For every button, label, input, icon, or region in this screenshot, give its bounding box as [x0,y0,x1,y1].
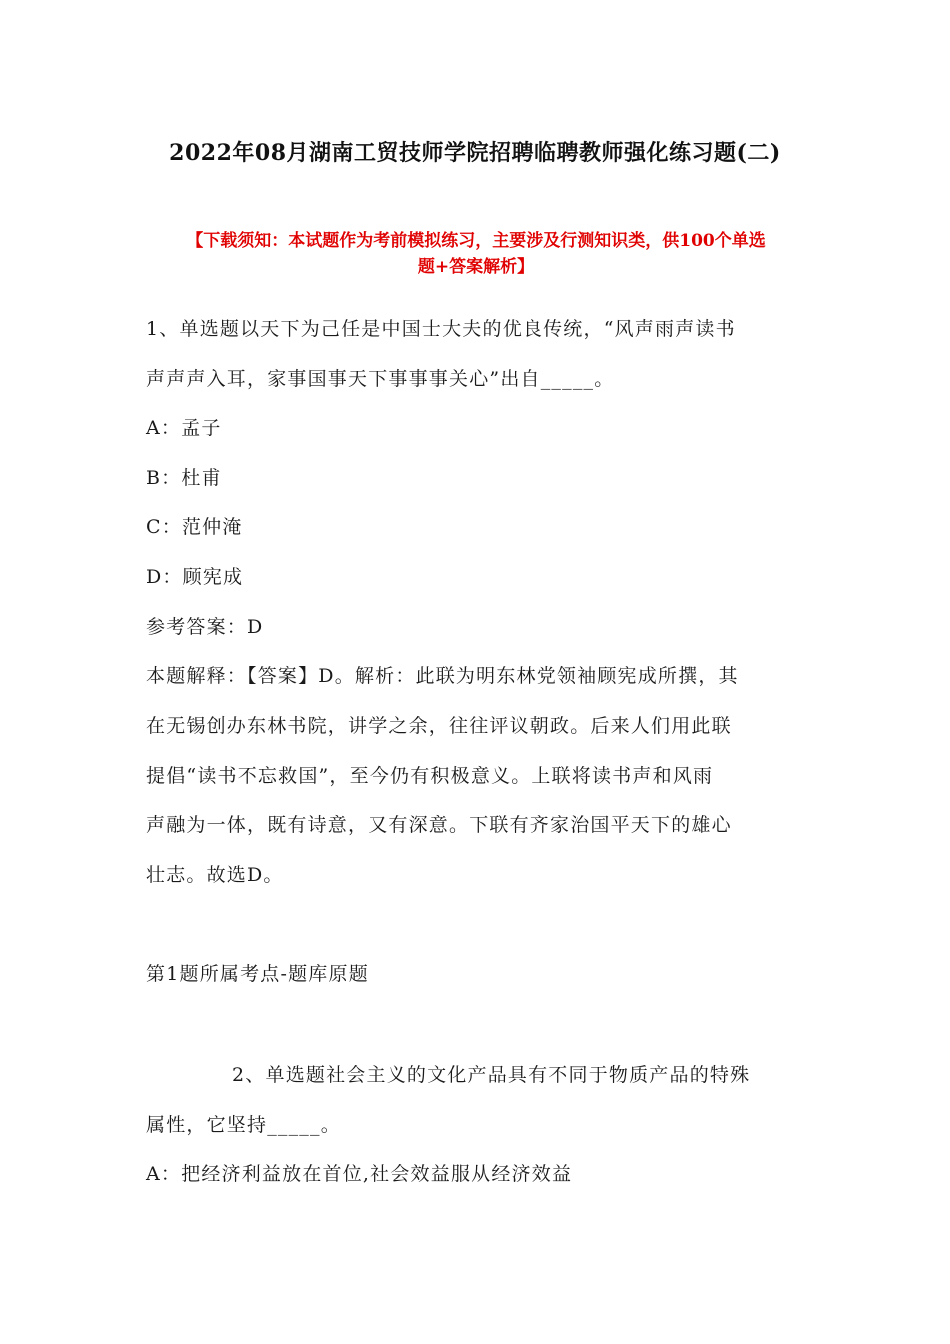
question-1-stem-line-1: 1、单选题以天下为己任是中国士大夫的优良传统，“风声雨声读书 [146,318,736,340]
question-2-stem-line-2: 属性，它坚持_____。 [146,1114,341,1136]
question-1-source: 第1题所属考点-题库原题 [146,963,369,985]
question-1-explanation-line-3: 提倡“读书不忘救国”，至今仍有积极意义。上联将读书声和风雨 [146,765,714,787]
question-1-answer: 参考答案：D [146,616,264,638]
question-1-option-c: C：范仲淹 [146,516,243,538]
question-1-explanation-line-2: 在无锡创办东林书院，讲学之余，往往评议朝政。后来人们用此联 [146,715,732,737]
question-1-explanation-line-4: 声融为一体，既有诗意，又有深意。下联有齐家治国平天下的雄心 [146,814,732,836]
document-title: 2022年08月湖南工贸技师学院招聘临聘教师强化练习题(二) [169,140,781,166]
question-1-explanation-line-1: 本题解释：【答案】D。解析：此联为明东林党领袖顾宪成所撰，其 [146,665,739,687]
question-2-stem-line-1: 2、单选题社会主义的文化产品具有不同于物质产品的特殊 [232,1064,751,1086]
question-1-stem-line-2: 声声声入耳，家事国事天下事事事关心”出自_____。 [146,368,615,390]
question-1-option-a: A：孟子 [146,417,222,439]
question-1-option-b: B：杜甫 [146,467,222,489]
question-1-explanation-line-5: 壮志。故选D。 [146,864,284,886]
download-notice [146,228,806,280]
notice-line-2: 题+答案解析】 [417,257,535,277]
question-1-option-d: D：顾宪成 [146,566,244,588]
question-2-option-a: A：把经济利益放在首位,社会效益服从经济效益 [146,1163,573,1185]
notice-line-1: 【下载须知：本试题作为考前模拟练习，主要涉及行测知识类，供100个单选 [186,231,766,251]
